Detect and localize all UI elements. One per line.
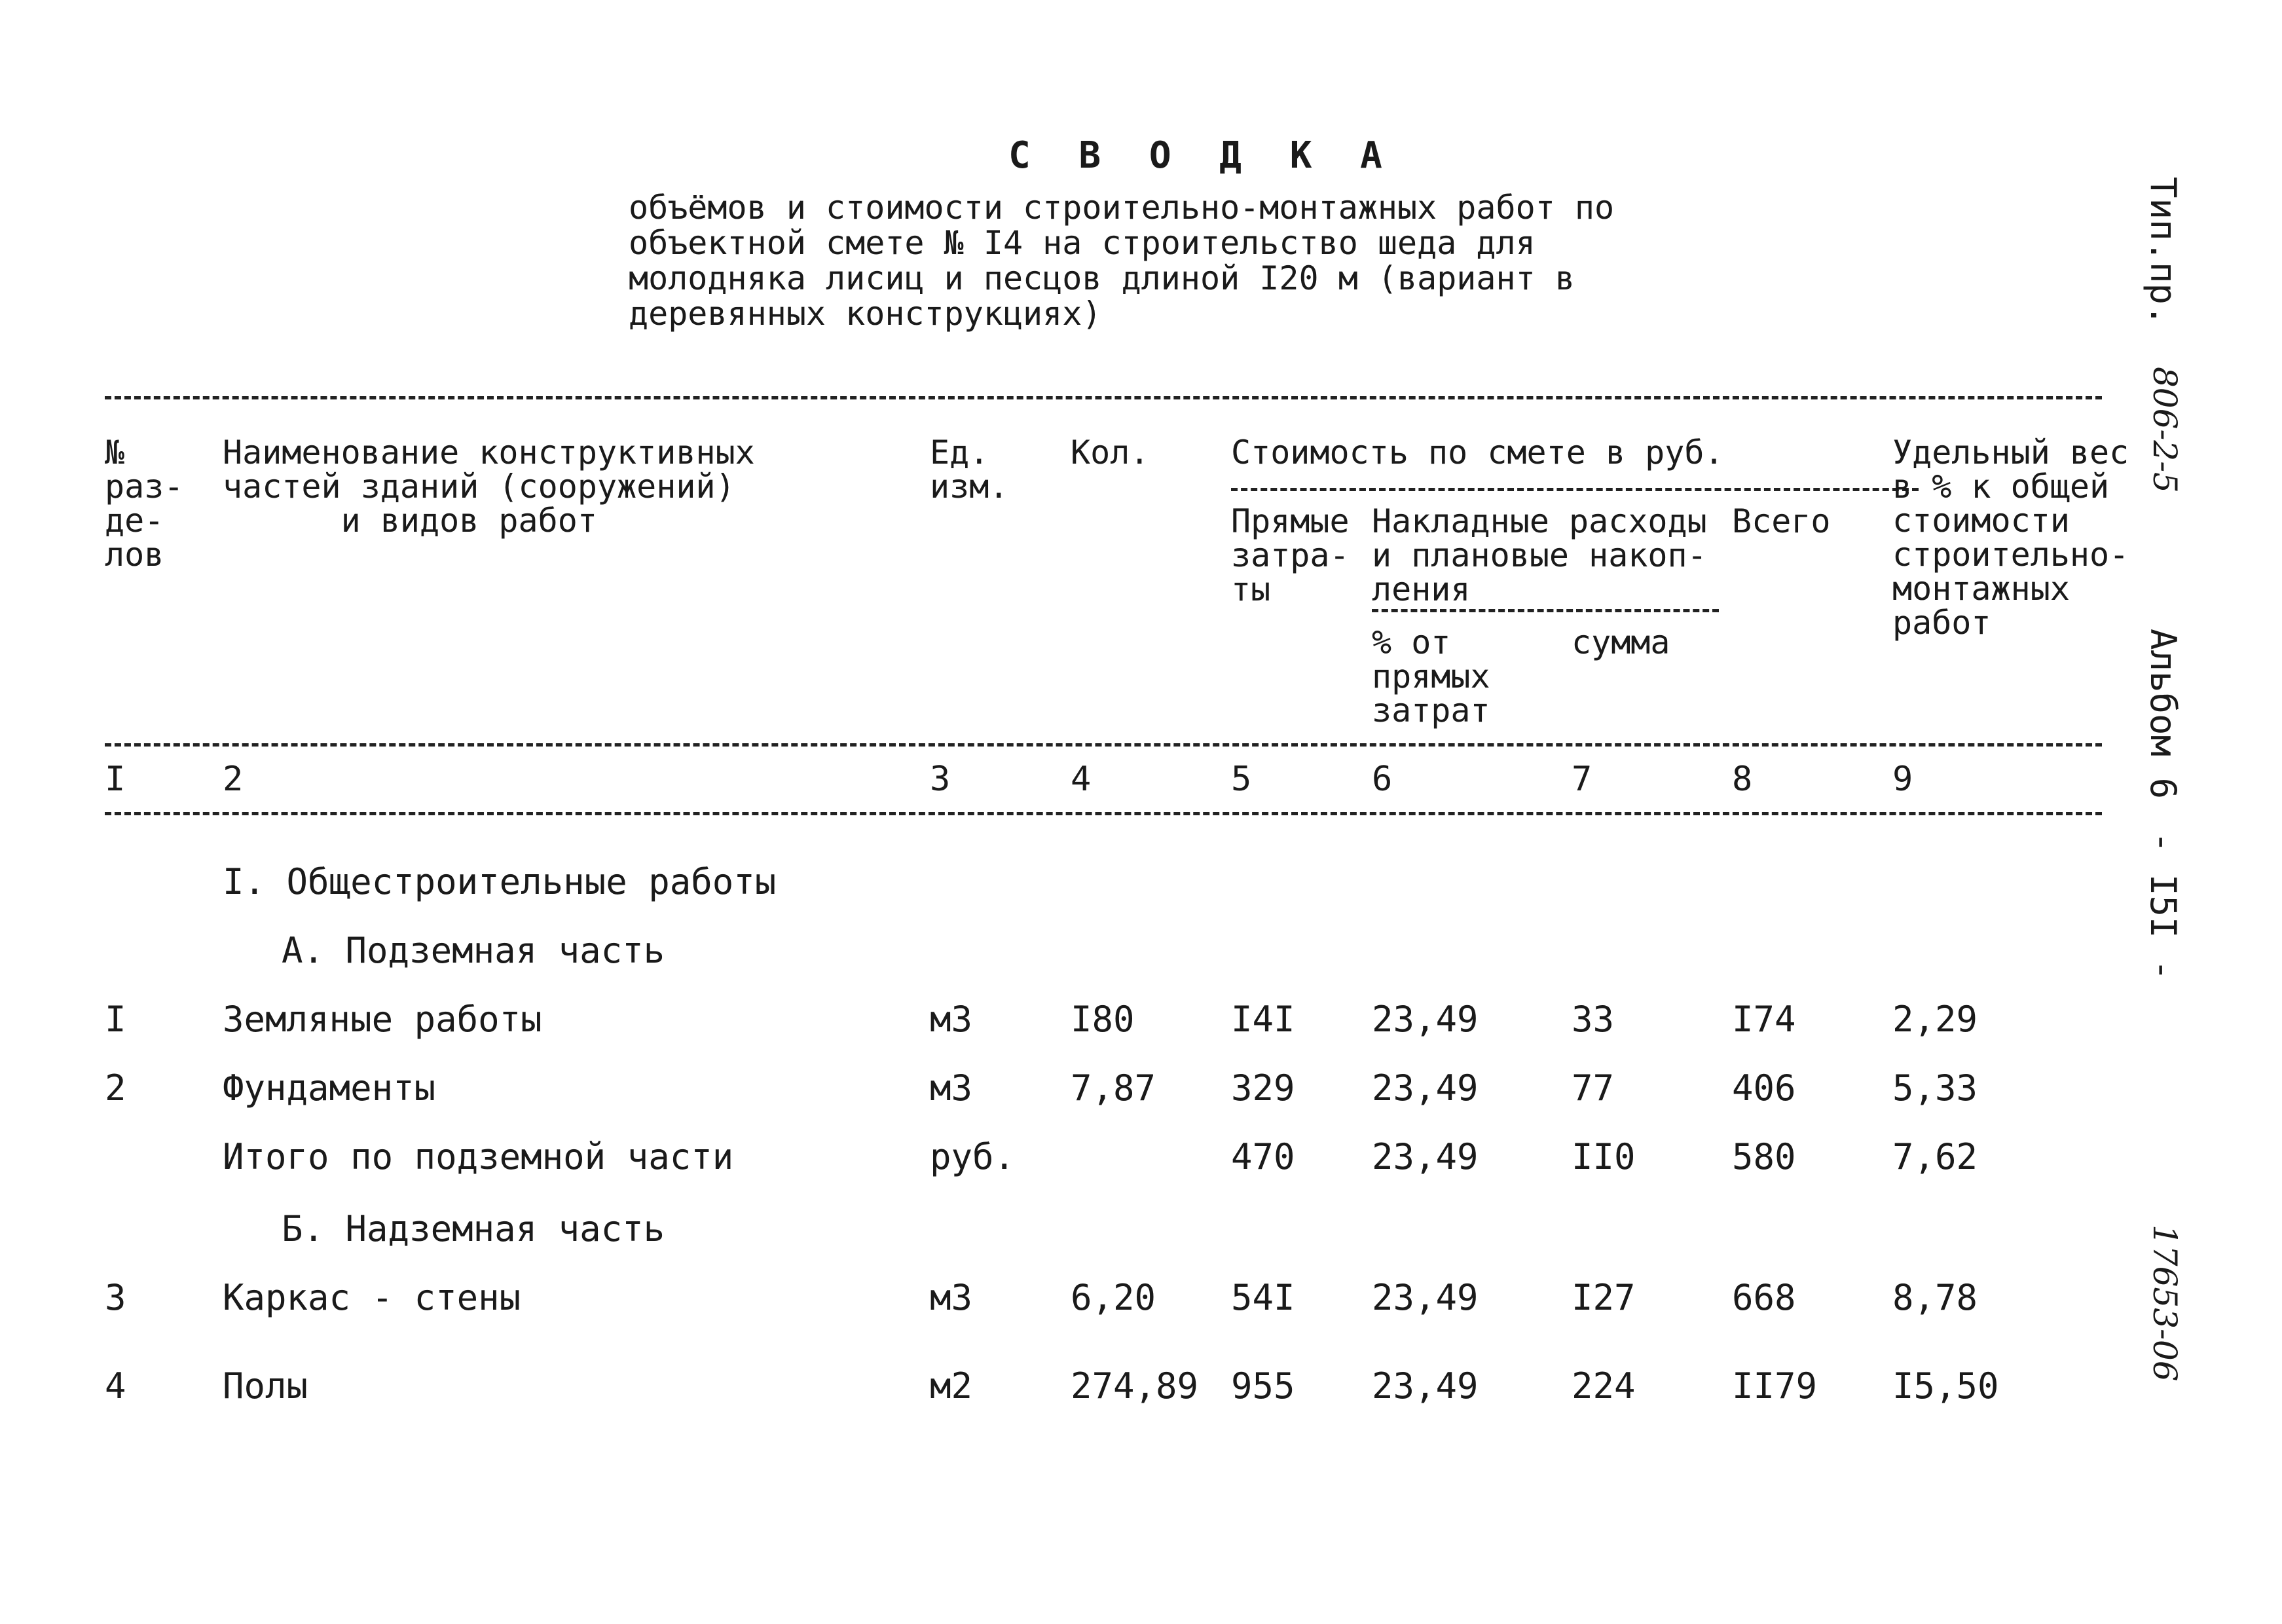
side-label-doc-number: 17653-06 [2146,1225,2184,1382]
column-number: I [105,760,126,799]
side-label-project-code: 806-2-5 [2146,367,2184,493]
row-unit: м3 [930,1067,973,1109]
header-overhead-group: Накладные расходы и плановые накоп- ления [1372,502,1707,608]
row-total: 668 [1732,1277,1796,1318]
header-direct-costs: Прямые затра- ты [1231,502,1350,608]
column-number: 2 [223,760,244,799]
side-label-album: Альбом 6 [2143,629,2184,800]
row-total: II79 [1732,1365,1818,1407]
row-overhead-percent: 23,49 [1372,1136,1479,1177]
document-subtitle: объёмов и стоимости строительно-монтажных работ по объектной смете № I4 на строительство шеда для молодняка лисиц и песцов длиной I20 м (вариант в деревянных конструкциях) [629,189,1615,333]
row-share: 8,78 [1892,1277,1978,1318]
row-overhead-sum: I27 [1572,1277,1636,1318]
header-total: Всего [1732,502,1831,540]
column-number: 5 [1231,760,1252,799]
header-cost-group: Стоимость по смете в руб. [1231,434,1724,471]
header-quantity: Кол. [1071,434,1150,471]
row-quantity: I80 [1071,999,1135,1040]
row-number: 3 [105,1277,126,1318]
row-overhead-percent: 23,49 [1372,1277,1479,1318]
row-overhead-sum: 224 [1572,1365,1636,1407]
column-number: 4 [1071,760,1092,799]
document-title: С В О Д К А [1008,134,1395,177]
header-bottom-rule [105,743,2102,747]
section-heading-general: I. Общестроительные работы [223,861,777,902]
row-overhead-percent: 23,49 [1372,1365,1479,1407]
row-overhead-sum: 77 [1572,1067,1615,1109]
row-name: Итого по подземной части [223,1136,734,1177]
section-heading-aboveground: Б. Надземная часть [282,1208,665,1249]
row-share: 7,62 [1892,1136,1978,1177]
row-unit: руб. [930,1136,1016,1177]
row-direct-costs: I4I [1231,999,1295,1040]
row-quantity: 7,87 [1071,1067,1156,1109]
row-total: 580 [1732,1136,1796,1177]
column-number: 9 [1892,760,1913,799]
row-share: 5,33 [1892,1067,1978,1109]
row-share: I5,50 [1892,1365,1999,1407]
row-name: Фундаменты [223,1067,436,1109]
row-unit: м2 [930,1365,973,1407]
header-work-name: Наименование конструктивных частей зданий (сооружений) и видов работ [223,434,755,540]
table-top-rule [105,396,2102,399]
row-number: 2 [105,1067,126,1109]
column-number: 3 [930,760,951,799]
header-percent-of-direct: % от прямых затрат [1372,623,1490,729]
column-number: 8 [1732,760,1753,799]
row-unit: м3 [930,999,973,1040]
row-name: Полы [223,1365,308,1407]
column-number: 6 [1372,760,1393,799]
row-direct-costs: 329 [1231,1067,1295,1109]
header-share-percent: Удельный вес в % к общей стоимости строительно- монтажных работ [1892,434,2129,642]
row-unit: м3 [930,1277,973,1318]
column-number: 7 [1572,760,1592,799]
row-overhead-percent: 23,49 [1372,999,1479,1040]
side-label-page: - I5I - [2143,832,2184,981]
row-number: I [105,999,126,1040]
header-overhead-sum: сумма [1572,623,1670,661]
column-numbers-rule [105,812,2102,815]
row-name: Земляные работы [223,999,542,1040]
row-direct-costs: 955 [1231,1365,1295,1407]
row-overhead-sum: 33 [1572,999,1615,1040]
side-label-typ: Тип.пр. [2143,177,2184,326]
row-overhead-percent: 23,49 [1372,1067,1479,1109]
row-total: 406 [1732,1067,1796,1109]
section-heading-underground: А. Подземная часть [282,930,665,971]
overhead-group-rule [1372,609,1719,612]
row-number: 4 [105,1365,126,1407]
row-total: I74 [1732,999,1796,1040]
row-name: Каркас - стены [223,1277,521,1318]
row-direct-costs: 470 [1231,1136,1295,1177]
header-section-number: № раз- де- лов [105,434,184,574]
row-share: 2,29 [1892,999,1978,1040]
header-unit: Ед. изм. [930,434,1009,506]
row-direct-costs: 54I [1231,1277,1295,1318]
row-quantity: 274,89 [1071,1365,1199,1407]
row-quantity: 6,20 [1071,1277,1156,1318]
row-overhead-sum: II0 [1572,1136,1636,1177]
cost-group-rule [1231,488,1919,491]
